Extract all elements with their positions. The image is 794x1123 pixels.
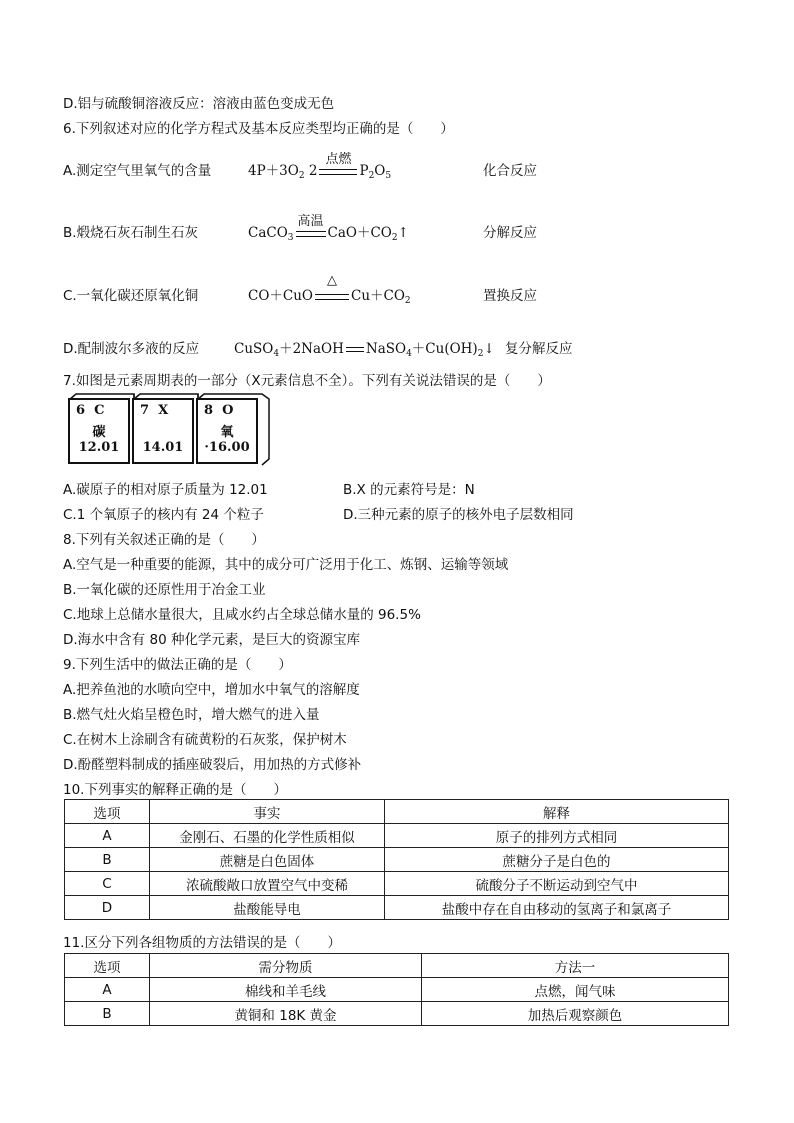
- question-7: 7.如图是元素周期表的一部分（X元素信息不全）。下列有关说法错误的是（ ）: [63, 373, 551, 389]
- atomic-mass: 14.01: [142, 440, 184, 455]
- table-row: [65, 872, 729, 896]
- atomic-number: 7 X: [140, 403, 169, 418]
- question-10: 10.下列事实的解释正确的是（ ）: [63, 782, 287, 798]
- table-header-cell: 需分物质: [150, 954, 422, 978]
- q6-option-b-type: 分解反应: [483, 225, 537, 241]
- table-cell: 棉线和羊毛线: [150, 978, 422, 1002]
- q6-option-a-type: 化合反应: [483, 163, 537, 179]
- table-row: [65, 824, 729, 848]
- question-8: 8.下列有关叙述正确的是（ ）: [63, 532, 265, 548]
- table-cell: B: [65, 848, 150, 872]
- q6-option-a-label: A.测定空气里氧气的含量: [63, 163, 212, 179]
- table-row: [65, 978, 729, 1002]
- table-cell: 盐酸能导电: [150, 896, 385, 920]
- table-cell: 金刚石、石墨的化学性质相似: [150, 824, 385, 848]
- q6-option-d-equation: CuSO$_4$＋2NaOH $NaSO_4+Cu(OH)_2↓$: [234, 341, 495, 359]
- table-cell: 点燃，闻气味: [422, 978, 729, 1002]
- atomic-number: 6 C: [76, 403, 105, 418]
- option-line: D.铝与硫酸铜溶液反应：溶液由蓝色变成无色: [63, 96, 335, 112]
- table-header-cell: 事实: [150, 800, 385, 824]
- table-cell: D: [65, 896, 150, 920]
- table-cell: 黄铜和 18K 黄金: [150, 1002, 422, 1026]
- q6-option-c-label: C.一氧化碳还原氧化铜: [63, 288, 199, 304]
- table-row: [65, 896, 729, 920]
- q8-option-a: A.空气是一种重要的能源，其中的成分可广泛用于化工、炼钢、运输等领域: [63, 557, 509, 573]
- q11-table: [64, 953, 729, 1026]
- q6-option-d-type: 复分解反应: [505, 341, 573, 357]
- q7-option-a: A.碳原子的相对原子质量为 12.01: [63, 482, 268, 498]
- element-tile-x: [132, 398, 194, 464]
- table-cell: 蔗糖是白色固体: [150, 848, 385, 872]
- table-cell: 硫酸分子不断运动到空气中: [385, 872, 729, 896]
- table-header-row: [65, 800, 729, 824]
- table-header-row: [65, 954, 729, 978]
- question-9: 9.下列生活中的做法正确的是（ ）: [63, 657, 292, 673]
- table-cell: A: [65, 978, 150, 1002]
- q7-option-b: B.X 的元素符号是：N: [343, 482, 475, 498]
- q6-option-b-equation: CaCO$_3$ 高温 $CaO+CO_2↑$: [248, 214, 409, 243]
- q9-option-a: A.把养鱼池的水喷向空中，增加水中氧气的溶解度: [63, 682, 360, 698]
- table-header-cell: 解释: [385, 800, 729, 824]
- q7-option-c: C.1 个氧原子的核内有 24 个粒子: [63, 507, 264, 523]
- q9-option-d: D.酚醛塑料制成的插座破裂后，用加热的方式修补: [63, 757, 362, 773]
- q8-option-c: C.地球上总储水量很大，且咸水约占全球总储水量的 96.5%: [63, 607, 421, 623]
- q6-option-a-equation: $4P+3O_2$ 2 点燃 $P_2O_5$: [248, 152, 392, 181]
- table-cell: 加热后观察颜色: [422, 1002, 729, 1026]
- q6-option-c-equation: CO＋CuO △ $Cu+CO_2$: [248, 273, 411, 306]
- q8-option-d: D.海水中含有 80 种化学元素，是巨大的资源宝库: [63, 632, 360, 648]
- q9-option-b: B.燃气灶火焰呈橙色时，增大燃气的进入量: [63, 707, 320, 723]
- table-cell: 盐酸中存在自由移动的氢离子和氯离子: [385, 896, 729, 920]
- element-name: 氧: [220, 425, 234, 440]
- element-tile-carbon: [68, 398, 130, 464]
- q6-option-c-type: 置换反应: [483, 288, 537, 304]
- table-cell: C: [65, 872, 150, 896]
- table-header-cell: 选项: [65, 954, 150, 978]
- table-cell: A: [65, 824, 150, 848]
- atomic-number: 8 O: [204, 403, 234, 418]
- q10-table: [64, 799, 729, 920]
- q7-option-d: D.三种元素的原子的核外电子层数相同: [343, 507, 574, 523]
- atomic-mass: ·16.00: [204, 440, 250, 455]
- table-header-cell: 选项: [65, 800, 150, 824]
- q6-option-d-label: D.配制波尔多液的反应: [63, 341, 200, 357]
- table-row: [65, 1002, 729, 1026]
- question-11: 11.区分下列各组物质的方法错误的是（ ）: [63, 935, 341, 951]
- q8-option-b: B.一氧化碳的还原性用于冶金工业: [63, 582, 266, 598]
- table-cell: 浓硫酸敞口放置空气中变稀: [150, 872, 385, 896]
- q6-option-b-label: B.煅烧石灰石制生石灰: [63, 225, 199, 241]
- element-name: 碳: [92, 425, 106, 440]
- table-header-cell: 方法一: [422, 954, 729, 978]
- atomic-mass: 12.01: [78, 440, 120, 455]
- q9-option-c: C.在树木上涂刷含有硫黄粉的石灰浆，保护树木: [63, 732, 347, 748]
- table-cell: 原子的排列方式相同: [385, 824, 729, 848]
- question-6: 6.下列叙述对应的化学方程式及基本反应类型均正确的是（ ）: [63, 121, 454, 137]
- element-tile-oxygen: [196, 398, 258, 464]
- table-cell: 蔗糖分子是白色的: [385, 848, 729, 872]
- table-cell: B: [65, 1002, 150, 1026]
- table-row: [65, 848, 729, 872]
